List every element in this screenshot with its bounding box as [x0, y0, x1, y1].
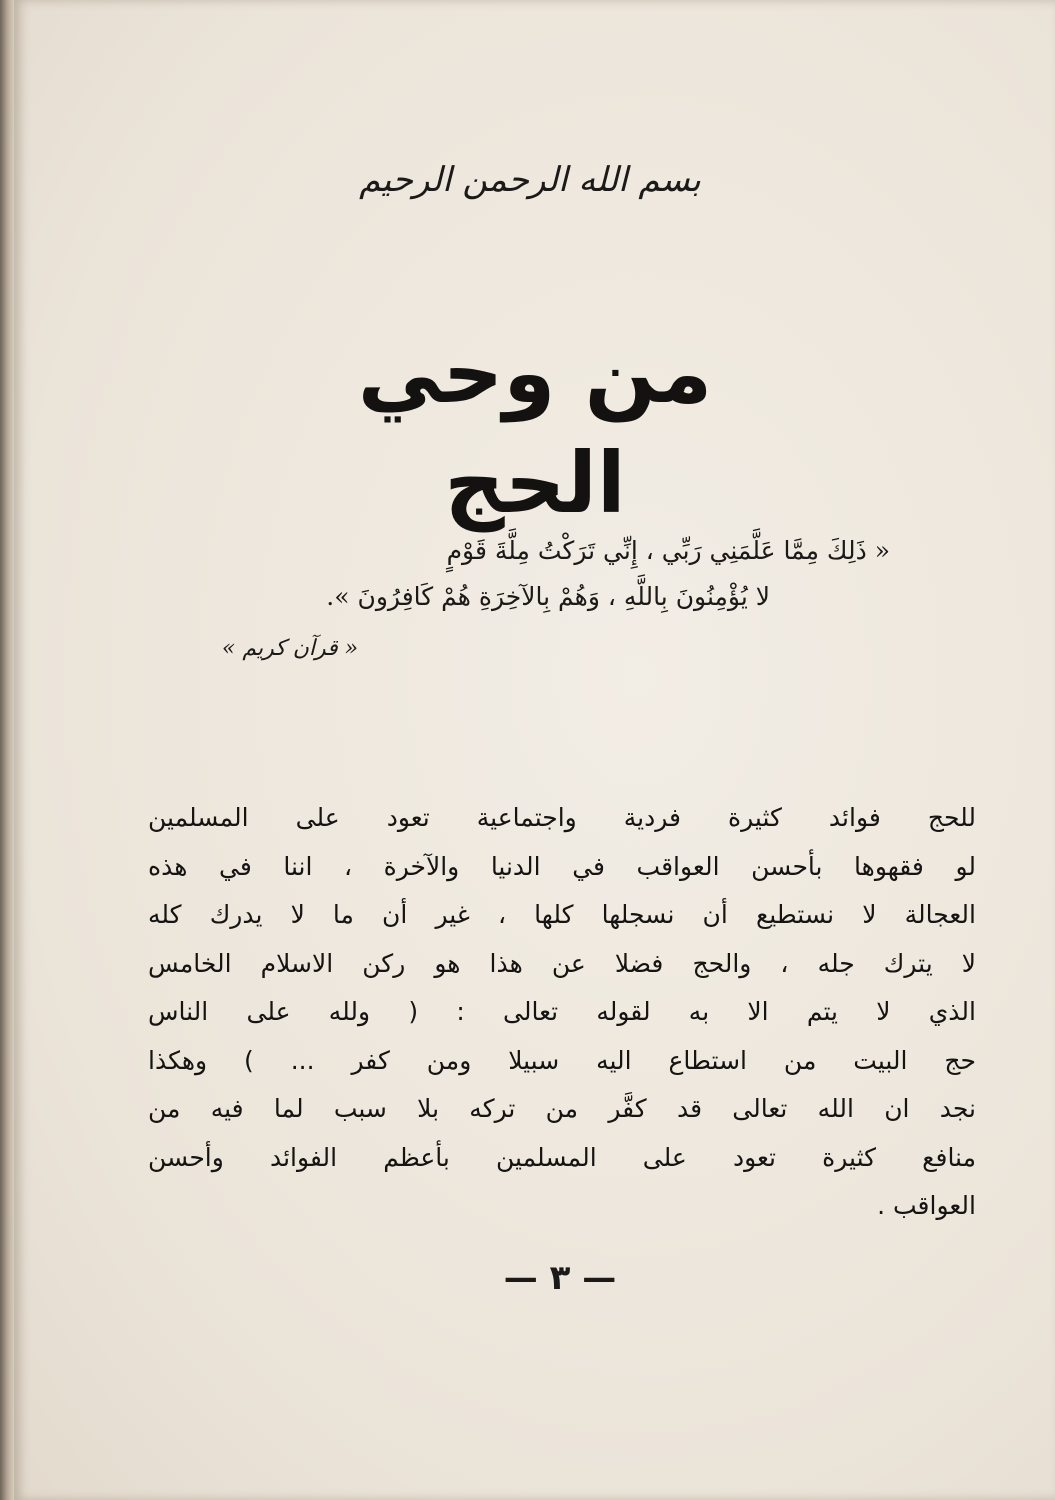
verse-source: « قرآن كريم » [221, 636, 359, 661]
book-binding-edge [0, 0, 14, 1500]
body-line: لو فقهوها بأحسن العواقب في الدنيا والآخرة ، اننا في هذه [148, 851, 976, 881]
body-line: منافع كثيرة تعود على المسلمين بأعظم الفوائد وأحسن [148, 1142, 976, 1172]
body-paragraph [148, 794, 976, 1231]
body-line: نجد ان الله تعالى قد كفَّر من تركه بلا سبب لما فيه من [148, 1094, 976, 1123]
body-line: للحج فوائد كثيرة فردية واجتماعية تعود على المسلمين [148, 803, 976, 832]
body-line: العواقب . [877, 1191, 976, 1220]
body-line: العجالة لا نستطيع أن نسجلها كلها ، غير أن ما لا يدرك كله [148, 900, 976, 929]
page-title: من وحي الحج [357, 324, 713, 532]
basmala-heading: بسم الله الرحمن الرحيم [359, 160, 701, 200]
verse-line-2: لا يُؤْمِنُونَ بِاللَّهِ ، وَهُمْ بِالآخِرَةِ هُمْ كَافِرُونَ ». [326, 582, 770, 611]
page-number: — ٣ — [503, 1258, 617, 1298]
body-line: الذي لا يتم الا به لقوله تعالى : ( ولله على الناس [148, 997, 976, 1026]
body-line: لا يترك جله ، والحج فضلا عن هذا هو ركن الاسلام الخامس [148, 948, 976, 978]
verse-line-1: « ذَلِكَ مِمَّا عَلَّمَنِي رَبِّي ، إِنِّي تَرَكْتُ مِلَّةَ قَوْمٍ [446, 536, 890, 565]
quran-verse [150, 528, 890, 620]
body-line: حج البيت من استطاع اليه سبيلا ومن كفر ... ) وهكذا [148, 1045, 976, 1075]
